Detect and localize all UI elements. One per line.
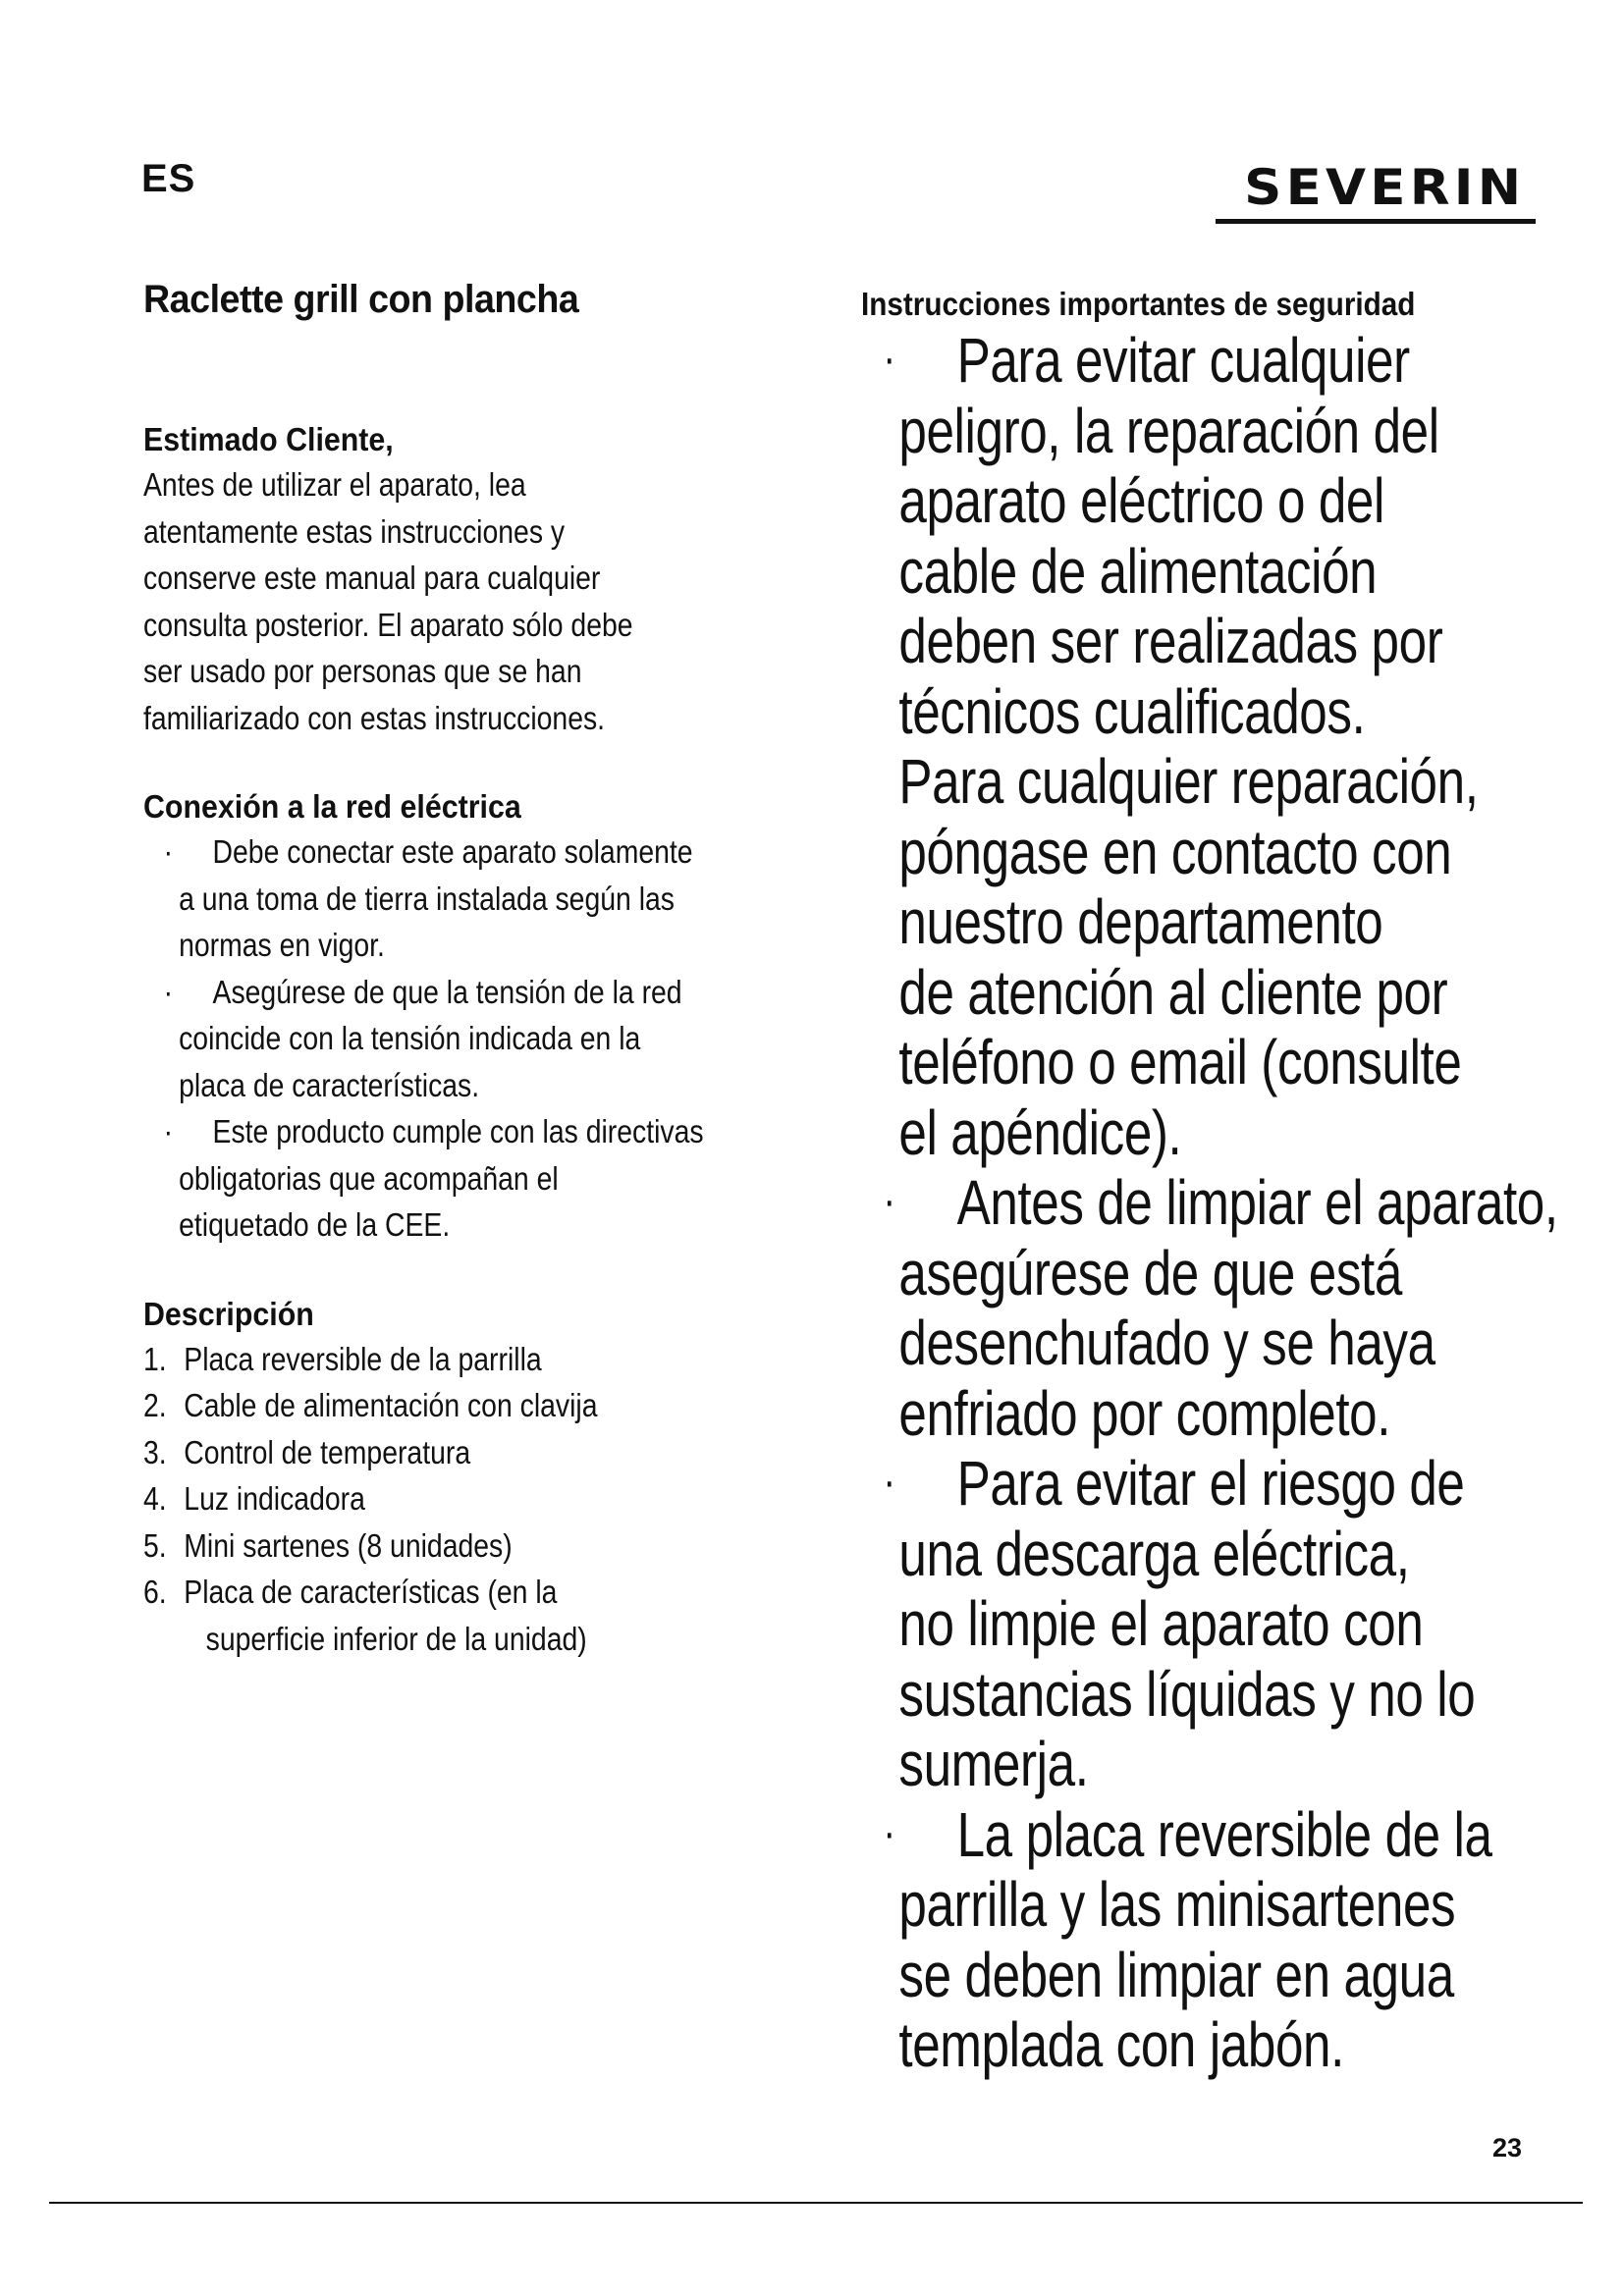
list-item	[143, 1522, 910, 1570]
list-item-continuation	[861, 397, 1621, 467]
list-item	[143, 1336, 910, 1383]
list-item	[861, 1449, 1621, 1520]
item-text-continuation: superficie inferior de la unidad)	[205, 1620, 587, 1657]
text-line: deben ser realizadas por	[898, 606, 1443, 676]
list-item-continuation	[861, 818, 1621, 888]
item-text: Luz indicadora	[184, 1480, 365, 1517]
item-number: 3.	[143, 1433, 167, 1470]
list-item-continuation	[143, 922, 913, 969]
text-line: aparato eléctrico o del	[898, 465, 1384, 536]
item-text: Placa reversible de la parrilla	[184, 1340, 542, 1377]
text-line: familiarizado con estas instrucciones.	[143, 699, 606, 736]
text-line: ser usado por personas que se han	[143, 653, 582, 689]
list-item	[143, 1429, 910, 1476]
list-item-continuation	[861, 1028, 1621, 1098]
mains-list	[143, 828, 850, 1249]
language-code: ES	[141, 157, 196, 200]
item-text: Control de temperatura	[184, 1433, 471, 1470]
document-title: Raclette grill con plancha	[143, 278, 579, 321]
bullet-icon: ·	[163, 973, 174, 1010]
text-line: Para evitar el riesgo de	[956, 1448, 1465, 1519]
text-line: cable de alimentación	[898, 535, 1378, 607]
text-line: teléfono o email (consulte	[898, 1027, 1462, 1097]
bullet-icon: ·	[163, 833, 174, 870]
bullet-icon: ·	[883, 1175, 895, 1227]
text-line: parrilla y las minisartenes	[898, 1869, 1456, 1940]
list-item-continuation	[861, 607, 1621, 677]
list-item	[143, 828, 913, 876]
list-item	[861, 1168, 1621, 1239]
logo-underline	[1216, 219, 1536, 224]
item-text: Cable de alimentación con clavija	[184, 1387, 598, 1423]
list-item-continuation	[143, 1062, 913, 1109]
text-line: etiquetado de la CEE.	[179, 1206, 451, 1243]
text-line: sumerja.	[898, 1729, 1089, 1799]
text-line: una descarga eléctrica,	[898, 1518, 1410, 1589]
list-item-continuation	[861, 537, 1621, 608]
text-line: Para cualquier reparación,	[898, 746, 1479, 817]
text-line: coincide con la tensión indicada en la	[179, 1020, 641, 1056]
page-number: 23	[1492, 2133, 1523, 2163]
text-line: enfriado por completo.	[898, 1377, 1391, 1449]
item-text: Placa de características (en la	[184, 1574, 558, 1610]
text-line: a una toma de tierra instalada según las	[179, 880, 675, 917]
text-line: nuestro departamento	[898, 886, 1383, 957]
list-item	[861, 1800, 1621, 1871]
bullet-icon: ·	[883, 333, 895, 385]
list-item-continuation	[861, 1589, 1621, 1660]
list-item	[861, 326, 1621, 397]
parts-list	[143, 1336, 850, 1663]
item-number: 6.	[143, 1574, 167, 1610]
list-item-continuation	[143, 1015, 913, 1062]
item-number: 5.	[143, 1526, 167, 1564]
list-item-continuation	[143, 876, 913, 923]
text-line: consulta posterior. El aparato sólo debe	[143, 606, 633, 643]
mains-heading: Conexión a la red eléctrica	[143, 788, 521, 825]
description-section	[143, 1293, 850, 1663]
text-line: el apéndice).	[898, 1096, 1182, 1168]
text-line: se deben limpiar en agua	[898, 1939, 1454, 2010]
list-item	[143, 1108, 913, 1155]
list-item	[143, 1569, 910, 1662]
text-line: La placa reversible de la	[956, 1798, 1492, 1870]
item-number: 1.	[143, 1340, 167, 1377]
text-line: atentamente estas instrucciones y	[143, 512, 566, 550]
left-column	[143, 278, 850, 1662]
text-line: Antes de limpiar el aparato,	[956, 1167, 1558, 1238]
right-column	[861, 283, 1588, 2081]
list-item-continuation	[861, 1098, 1621, 1169]
list-item-continuation	[861, 747, 1621, 818]
list-item-continuation	[861, 1520, 1621, 1590]
text-line: técnicos cualificados.	[898, 675, 1366, 747]
mains-section	[143, 785, 850, 1249]
text-line: placa de características.	[179, 1066, 480, 1103]
list-item	[143, 1475, 910, 1522]
text-line: póngase en contacto con	[898, 816, 1452, 887]
list-item	[143, 969, 913, 1016]
text-line: Para evitar cualquier	[956, 325, 1410, 396]
list-item-continuation	[861, 1308, 1621, 1379]
item-text: Mini sartenes (8 unidades)	[184, 1526, 513, 1564]
greeting-section	[143, 418, 850, 741]
list-item-continuation	[861, 1730, 1621, 1800]
item-number: 2.	[143, 1387, 167, 1423]
greeting-text	[143, 461, 850, 741]
list-item	[143, 1382, 910, 1429]
text-line: peligro, la reparación del	[898, 395, 1439, 466]
list-item-continuation	[143, 1155, 913, 1202]
brand-logo: SEVERIN	[1244, 159, 1526, 216]
bullet-icon: ·	[163, 1113, 174, 1149]
text-line: desenchufado y se haya	[898, 1308, 1435, 1378]
text-line: normas en vigor.	[179, 927, 385, 963]
safety-list	[861, 326, 1588, 2081]
bullet-icon: ·	[883, 1456, 895, 1508]
list-item-continuation	[861, 1379, 1621, 1450]
greeting-heading: Estimado Cliente,	[143, 421, 394, 457]
description-heading: Descripción	[143, 1295, 314, 1332]
list-item-continuation	[143, 1201, 913, 1249]
item-number: 4.	[143, 1480, 167, 1517]
text-line: Asegúrese de que la tensión de la red	[212, 973, 682, 1010]
list-item-continuation	[861, 1239, 1621, 1309]
list-item-continuation	[861, 887, 1621, 958]
list-item-continuation	[861, 1870, 1621, 1941]
list-item-continuation	[861, 958, 1621, 1029]
text-line: templada con jabón.	[898, 2009, 1344, 2080]
text-line: no limpie el aparato con	[898, 1588, 1424, 1659]
list-item-continuation	[861, 1660, 1621, 1731]
footer-divider	[49, 2202, 1583, 2204]
text-line: Este producto cumple con las directivas	[212, 1113, 704, 1149]
list-item-continuation	[861, 677, 1621, 748]
list-item-continuation	[861, 2010, 1621, 2081]
list-item-continuation	[861, 1941, 1621, 2011]
text-line: de atención al cliente por	[898, 956, 1448, 1028]
text-line: Antes de utilizar el aparato, lea	[143, 466, 526, 503]
text-line: sustancias líquidas y no lo	[898, 1658, 1476, 1730]
text-line: asegúrese de que está	[898, 1237, 1402, 1308]
bullet-icon: ·	[883, 1806, 895, 1859]
text-line: conserve este manual para cualquier	[143, 560, 601, 596]
list-item-continuation	[861, 466, 1621, 537]
text-line: obligatorias que acompañan el	[179, 1159, 559, 1197]
text-line: Debe conectar este aparato solamente	[212, 833, 693, 870]
safety-heading: Instrucciones importantes de seguridad	[861, 286, 1416, 322]
